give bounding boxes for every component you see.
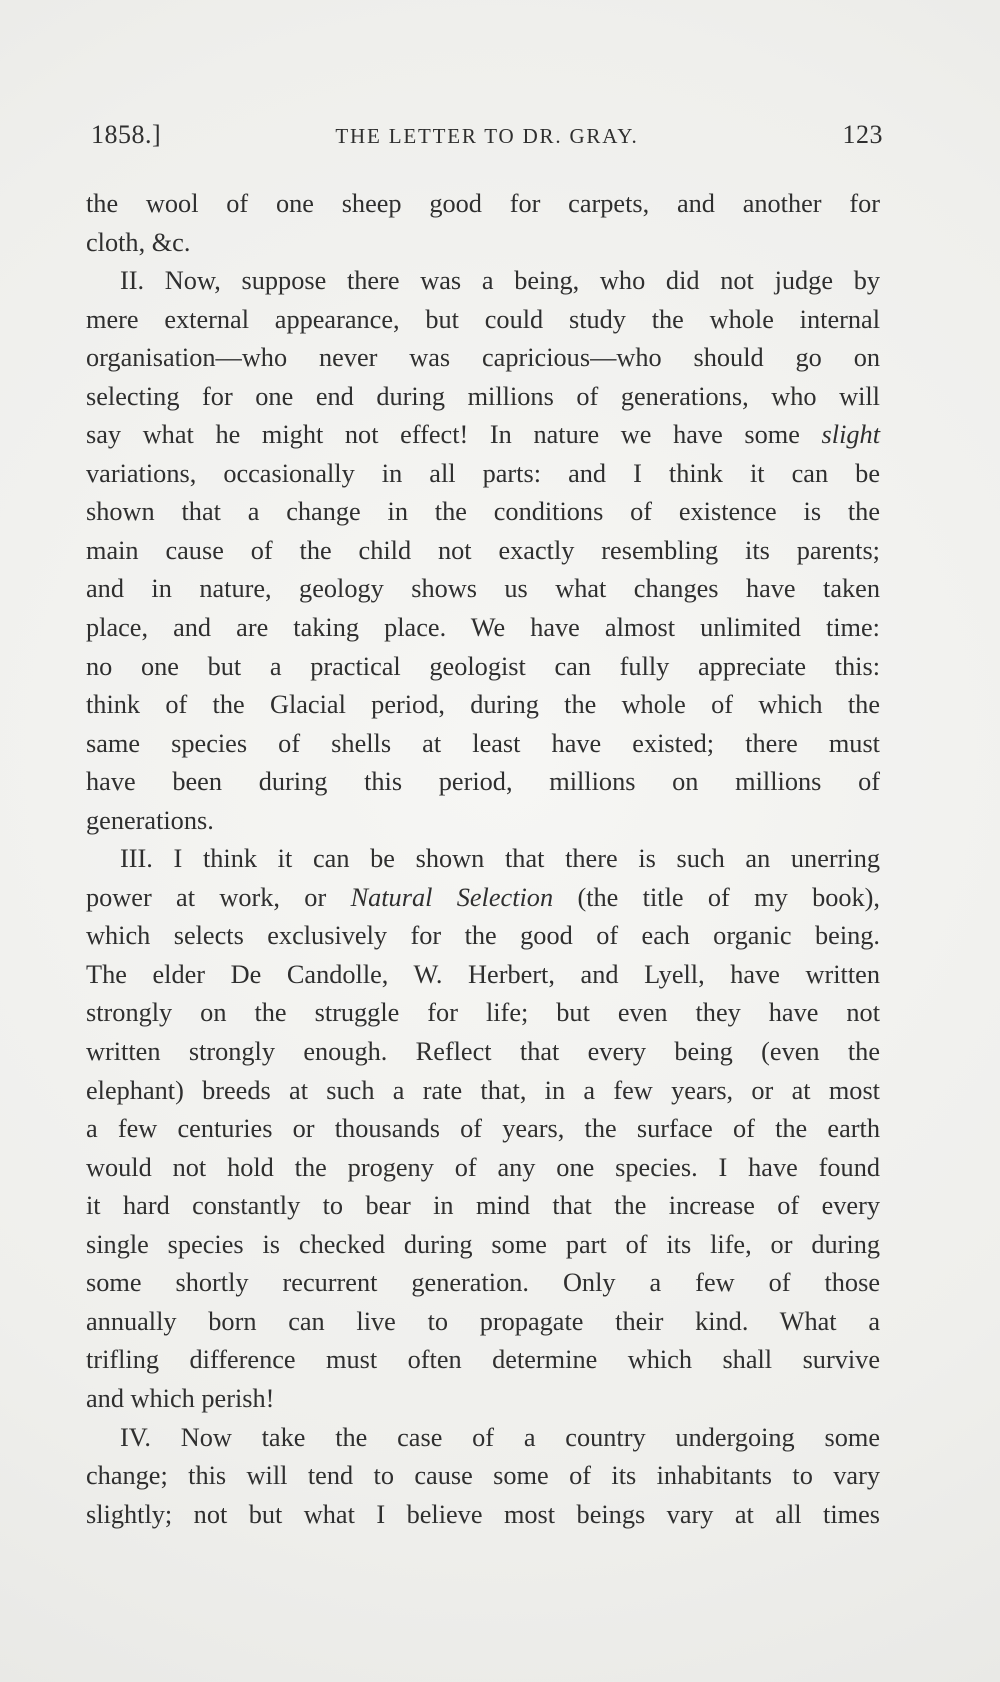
text-line: same species of shells at least have existed; there must [86,728,880,758]
italic-word-slight: slight [821,420,880,450]
text-line: elephant) breeds at such a rate that, in a few years, or at most [86,1075,880,1105]
paragraph-iv-start: IV. Now take the case of a country undergoing some [120,1422,880,1452]
running-title: THE LETTER TO DR. GRAY. [335,124,639,148]
text-line [86,416,880,455]
text-line: selecting for one end during millions of generations, who will [86,381,880,411]
text-line: organisation—who never was capricious—who should go on [86,343,880,373]
text-line: trifling difference must often determine which shall survive [86,1345,880,1375]
text-line: slightly; not but what I believe most beings vary at all times [86,1499,880,1529]
text-line [86,879,880,918]
text-line: written strongly enough. Reflect that every being (even the [86,1037,880,1067]
paragraph-iii-start: III. I think it can be shown that there is such an unerring [120,844,880,874]
text-line: change; this will tend to cause some of its inhabitants to vary [86,1461,880,1491]
text-line: have been during this period, millions on millions of [86,767,880,797]
text-line: place, and are taking place. We have almost unlimited time: [86,613,880,643]
text-line: strongly on the struggle for life; but even they have not [86,998,880,1028]
text-line: the wool of one sheep good for carpets, and another for [86,189,880,218]
text-line: which selects exclusively for the good of each organic being. [86,921,880,951]
text-line: and which perish! [86,1383,275,1413]
text-segment: (the title of my book), [577,882,880,912]
body-text [86,185,880,1534]
text-line: and in nature, geology shows us what changes have taken [86,574,880,604]
text-line: shown that a change in the conditions of existence is the [86,497,880,527]
text-line: no one but a practical geologist can fully appreciate this: [86,651,880,681]
text-line: a few centuries or thousands of years, the surface of the earth [86,1114,880,1144]
text-line: some shortly recurrent generation. Only a few of those [86,1268,880,1298]
text-line: single species is checked during some part of its life, or during [86,1229,880,1259]
page-number: 123 [842,120,883,149]
italic-book-title: Natural Selection [350,882,554,912]
text-line: main cause of the child not exactly resembling its parents; [86,535,880,565]
text-line: mere external appearance, but could study the whole internal [86,304,880,334]
text-line: The elder De Candolle, W. Herbert, and Lyell, have written [86,959,880,989]
header-year: 1858.] [91,120,162,149]
text-line: would not hold the progeny of any one species. I have found [86,1152,880,1182]
text-line: generations. [86,805,214,835]
text-line: variations, occasionally in all parts: and I think it can be [86,458,880,488]
running-header [91,120,883,160]
text-line: think of the Glacial period, during the whole of which the [86,690,880,720]
text-line: it hard constantly to bear in mind that the increase of every [86,1191,880,1221]
paragraph-ii-start: II. Now, suppose there was a being, who did not judge by [120,266,880,296]
text-line: cloth, &c. [86,227,191,257]
text-line: annually born can live to propagate their kind. What a [86,1306,880,1336]
text-segment: power at work, or [86,882,327,912]
text-segment: say what he might not effect! In nature we have some [86,420,800,450]
